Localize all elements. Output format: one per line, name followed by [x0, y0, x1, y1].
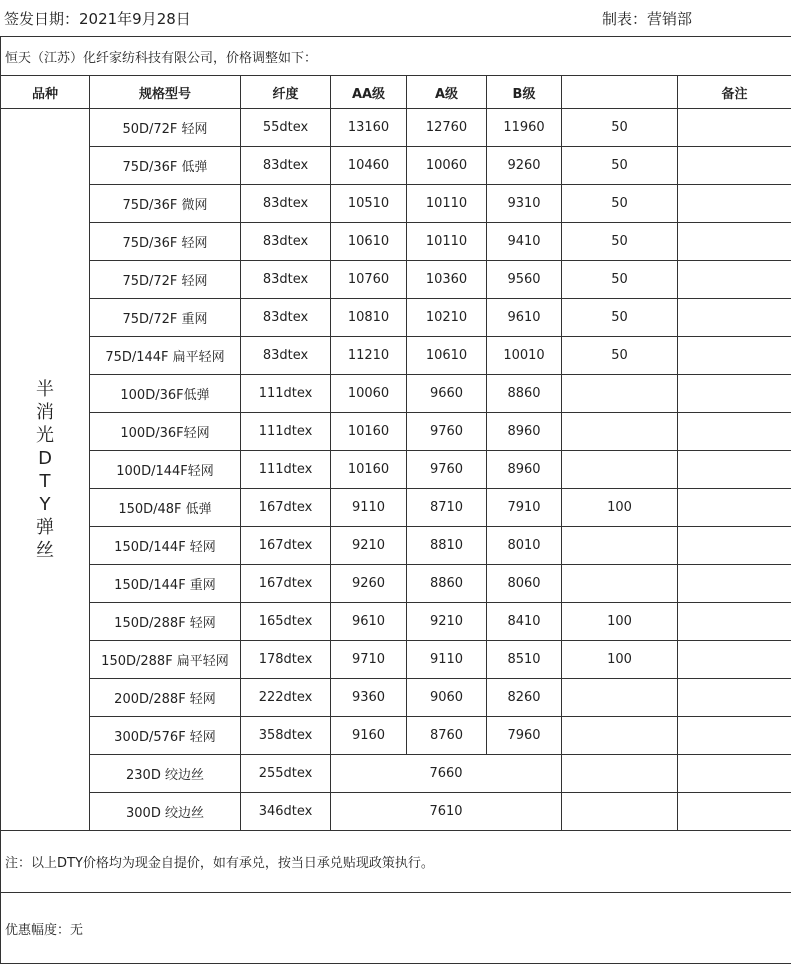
extra-cell — [562, 527, 678, 565]
prepared-by: 制表：营销部 — [602, 10, 693, 28]
b-price-cell: 8260 — [487, 679, 562, 717]
extra-cell: 100 — [562, 641, 678, 679]
header-aa-grade: AA级 — [331, 76, 407, 109]
aa-price-cell: 9710 — [331, 641, 407, 679]
remark-cell — [678, 261, 791, 299]
header-fineness: 纤度 — [241, 76, 331, 109]
remark-cell — [678, 185, 791, 223]
b-price-cell: 8410 — [487, 603, 562, 641]
b-price-cell: 8960 — [487, 413, 562, 451]
table-row — [1, 413, 791, 451]
spec-cell: 75D/72F 重网 — [90, 299, 241, 337]
header-b-grade: B级 — [487, 76, 562, 109]
extra-cell: 100 — [562, 603, 678, 641]
fineness-cell: 55dtex — [241, 109, 331, 147]
remark-cell — [678, 375, 791, 413]
remark-cell — [678, 527, 791, 565]
table-row — [1, 261, 791, 299]
discount-text: 优惠幅度：无 — [1, 893, 791, 964]
company-row — [1, 37, 791, 76]
table-row — [1, 717, 791, 755]
table-row — [1, 565, 791, 603]
table-row — [1, 755, 791, 793]
fineness-cell: 222dtex — [241, 679, 331, 717]
table-row — [1, 109, 791, 147]
b-price-cell: 9410 — [487, 223, 562, 261]
aa-price-cell: 13160 — [331, 109, 407, 147]
table-row — [1, 489, 791, 527]
discount-row — [1, 893, 791, 964]
b-price-cell: 9260 — [487, 147, 562, 185]
fineness-cell: 83dtex — [241, 147, 331, 185]
b-price-cell: 11960 — [487, 109, 562, 147]
spec-cell: 75D/144F 扁平轻网 — [90, 337, 241, 375]
spec-cell: 100D/144F轻网 — [90, 451, 241, 489]
aa-price-cell: 9210 — [331, 527, 407, 565]
fineness-cell: 255dtex — [241, 755, 331, 793]
table-row — [1, 337, 791, 375]
fineness-cell: 83dtex — [241, 337, 331, 375]
b-price-cell: 8860 — [487, 375, 562, 413]
note-text: 注：以上DTY价格均为现金自提价，如有承兑，按当日承兑贴现政策执行。 — [1, 831, 791, 893]
spec-cell: 75D/36F 轻网 — [90, 223, 241, 261]
issue-date: 签发日期：2021年9月28日 — [4, 10, 191, 28]
fineness-cell: 167dtex — [241, 527, 331, 565]
extra-cell — [562, 451, 678, 489]
fineness-cell: 83dtex — [241, 185, 331, 223]
b-price-cell: 10010 — [487, 337, 562, 375]
fineness-cell: 178dtex — [241, 641, 331, 679]
extra-cell: 50 — [562, 185, 678, 223]
header-row — [1, 76, 791, 109]
aa-price-cell: 10160 — [331, 413, 407, 451]
extra-cell — [562, 413, 678, 451]
table-row — [1, 299, 791, 337]
spec-cell: 200D/288F 轻网 — [90, 679, 241, 717]
header-a-grade: A级 — [407, 76, 487, 109]
extra-cell — [562, 679, 678, 717]
a-price-cell: 10110 — [407, 223, 487, 261]
spec-cell: 100D/36F低弹 — [90, 375, 241, 413]
remark-cell — [678, 109, 791, 147]
extra-cell — [562, 565, 678, 603]
a-price-cell: 10610 — [407, 337, 487, 375]
a-price-cell: 9660 — [407, 375, 487, 413]
extra-cell — [562, 793, 678, 831]
b-price-cell: 9610 — [487, 299, 562, 337]
variety-cell — [1, 109, 90, 831]
merged-price-cell: 7610 — [331, 793, 562, 831]
table-row — [1, 185, 791, 223]
aa-price-cell: 9110 — [331, 489, 407, 527]
a-price-cell: 9110 — [407, 641, 487, 679]
b-price-cell: 9560 — [487, 261, 562, 299]
spec-cell: 75D/36F 低弹 — [90, 147, 241, 185]
b-price-cell: 9310 — [487, 185, 562, 223]
extra-cell: 50 — [562, 223, 678, 261]
extra-cell: 100 — [562, 489, 678, 527]
a-price-cell: 8810 — [407, 527, 487, 565]
remark-cell — [678, 413, 791, 451]
a-price-cell: 10360 — [407, 261, 487, 299]
extra-cell — [562, 375, 678, 413]
aa-price-cell: 9260 — [331, 565, 407, 603]
remark-cell — [678, 223, 791, 261]
a-price-cell: 8710 — [407, 489, 487, 527]
extra-cell — [562, 755, 678, 793]
spec-cell: 150D/288F 轻网 — [90, 603, 241, 641]
aa-price-cell: 10760 — [331, 261, 407, 299]
remark-cell — [678, 755, 791, 793]
aa-price-cell: 9360 — [331, 679, 407, 717]
remark-cell — [678, 793, 791, 831]
a-price-cell: 10060 — [407, 147, 487, 185]
remark-cell — [678, 147, 791, 185]
remark-cell — [678, 679, 791, 717]
extra-cell: 50 — [562, 261, 678, 299]
table-row — [1, 451, 791, 489]
fineness-cell: 83dtex — [241, 261, 331, 299]
spec-cell: 100D/36F轻网 — [90, 413, 241, 451]
a-price-cell: 12760 — [407, 109, 487, 147]
header-remark: 备注 — [678, 76, 791, 109]
b-price-cell: 7960 — [487, 717, 562, 755]
b-price-cell: 8060 — [487, 565, 562, 603]
remark-cell — [678, 603, 791, 641]
table-row — [1, 375, 791, 413]
table-row — [1, 641, 791, 679]
spec-cell: 300D 绞边丝 — [90, 793, 241, 831]
header-variety: 品种 — [1, 76, 90, 109]
extra-cell: 50 — [562, 109, 678, 147]
b-price-cell: 7910 — [487, 489, 562, 527]
a-price-cell: 9760 — [407, 451, 487, 489]
spec-cell: 75D/36F 微网 — [90, 185, 241, 223]
aa-price-cell: 10510 — [331, 185, 407, 223]
fineness-cell: 167dtex — [241, 489, 331, 527]
a-price-cell: 10110 — [407, 185, 487, 223]
aa-price-cell: 11210 — [331, 337, 407, 375]
top-bar — [0, 0, 791, 36]
table-row — [1, 603, 791, 641]
spec-cell: 230D 绞边丝 — [90, 755, 241, 793]
aa-price-cell: 10610 — [331, 223, 407, 261]
fineness-cell: 83dtex — [241, 299, 331, 337]
a-price-cell: 8860 — [407, 565, 487, 603]
aa-price-cell: 10160 — [331, 451, 407, 489]
fineness-cell: 111dtex — [241, 413, 331, 451]
b-price-cell: 8960 — [487, 451, 562, 489]
spec-cell: 150D/144F 轻网 — [90, 527, 241, 565]
remark-cell — [678, 641, 791, 679]
header-spec: 规格型号 — [90, 76, 241, 109]
b-price-cell: 8510 — [487, 641, 562, 679]
header-extra — [562, 76, 678, 109]
fineness-cell: 358dtex — [241, 717, 331, 755]
aa-price-cell: 10060 — [331, 375, 407, 413]
table-row — [1, 793, 791, 831]
fineness-cell: 167dtex — [241, 565, 331, 603]
merged-price-cell: 7660 — [331, 755, 562, 793]
remark-cell — [678, 565, 791, 603]
spec-cell: 50D/72F 轻网 — [90, 109, 241, 147]
remark-cell — [678, 489, 791, 527]
b-price-cell: 8010 — [487, 527, 562, 565]
extra-cell: 50 — [562, 337, 678, 375]
a-price-cell: 9060 — [407, 679, 487, 717]
note-row — [1, 831, 791, 893]
remark-cell — [678, 717, 791, 755]
spec-cell: 150D/144F 重网 — [90, 565, 241, 603]
extra-cell: 50 — [562, 299, 678, 337]
aa-price-cell: 10460 — [331, 147, 407, 185]
aa-price-cell: 9610 — [331, 603, 407, 641]
company-line: 恒天（江苏）化纤家纺科技有限公司，价格调整如下： — [1, 37, 791, 76]
extra-cell — [562, 717, 678, 755]
remark-cell — [678, 451, 791, 489]
table-row — [1, 223, 791, 261]
a-price-cell: 8760 — [407, 717, 487, 755]
fineness-cell: 83dtex — [241, 223, 331, 261]
table-row — [1, 679, 791, 717]
table-row — [1, 527, 791, 565]
fineness-cell: 111dtex — [241, 375, 331, 413]
spec-cell: 300D/576F 轻网 — [90, 717, 241, 755]
extra-cell: 50 — [562, 147, 678, 185]
aa-price-cell: 10810 — [331, 299, 407, 337]
table-row — [1, 147, 791, 185]
fineness-cell: 111dtex — [241, 451, 331, 489]
a-price-cell: 9210 — [407, 603, 487, 641]
fineness-cell: 346dtex — [241, 793, 331, 831]
aa-price-cell: 9160 — [331, 717, 407, 755]
spec-cell: 150D/48F 低弹 — [90, 489, 241, 527]
variety-label: 半消光DTY弹丝 — [36, 378, 54, 561]
remark-cell — [678, 299, 791, 337]
spec-cell: 150D/288F 扁平轻网 — [90, 641, 241, 679]
a-price-cell: 10210 — [407, 299, 487, 337]
remark-cell — [678, 337, 791, 375]
price-table — [0, 36, 791, 964]
fineness-cell: 165dtex — [241, 603, 331, 641]
spec-cell: 75D/72F 轻网 — [90, 261, 241, 299]
a-price-cell: 9760 — [407, 413, 487, 451]
